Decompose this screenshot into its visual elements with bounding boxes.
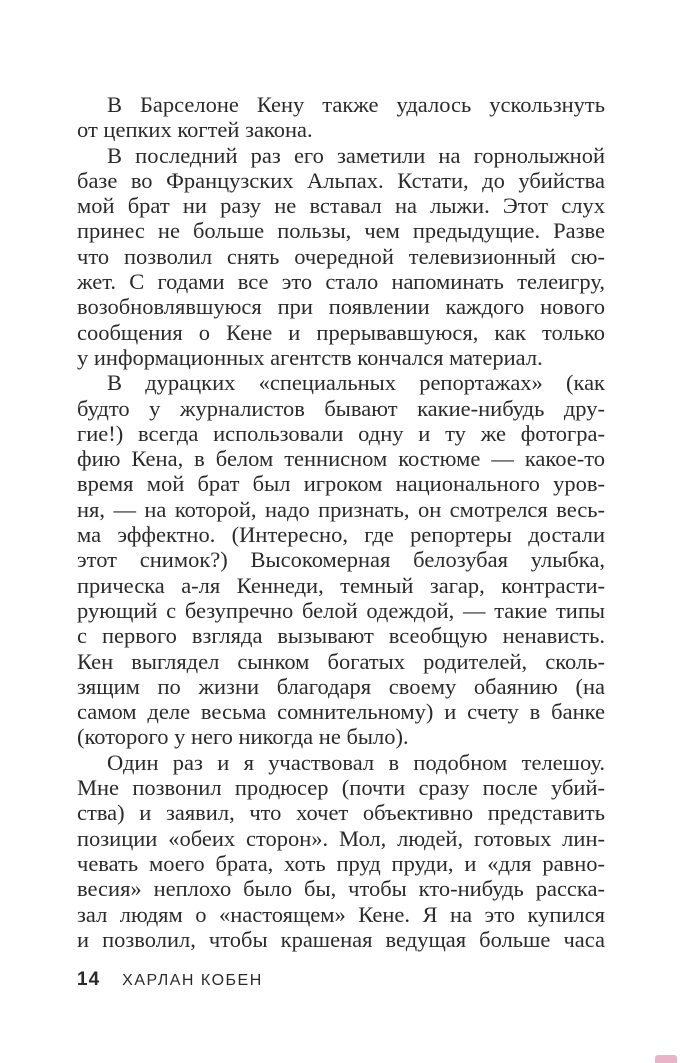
text-line: зящим по жизни благодаря своему обаянию (на — [77, 673, 605, 699]
text-line: принес не больше пользы, чем предыдущие. Разве — [77, 218, 605, 244]
running-footer-author: ХАРЛАН КОБЕН — [122, 972, 263, 989]
text-line: Кен выглядел сынком богатых родителей, сколь- — [77, 648, 605, 674]
text-line: возобновлявшуюся при появлении каждого нового — [77, 294, 605, 320]
page-number: 14 — [77, 969, 101, 990]
text-line: мой брат ни разу не вставал на лыжи. Этот слух — [77, 193, 605, 219]
text-line: ма эффектно. (Интересно, где репортеры достали — [77, 522, 605, 548]
text-line: весия» неплохо было бы, чтобы кто-нибудь расска- — [77, 876, 605, 902]
text-line: ня, — на которой, надо признать, он смотрелся весь- — [77, 496, 605, 522]
text-line: позиции «обеих сторон». Мол, людей, готовых лин- — [77, 825, 605, 851]
text-line: ства) и заявил, что хочет объективно представить — [77, 800, 605, 826]
text-line: время мой брат был игроком национального уров- — [77, 471, 605, 497]
text-line: самом деле весьма сомнительному) и счету в банке — [77, 699, 605, 725]
page-footer — [77, 969, 263, 991]
text-line: базе во Французских Альпах. Кстати, до убийства — [77, 167, 605, 193]
text-line: В последний раз его заметили на горнолыжной — [107, 142, 605, 168]
text-line: сообщения о Кене и прерывавшуюся, как только — [77, 319, 605, 345]
text-line: гие!) всегда использовали одну и ту же фотогра- — [77, 420, 605, 446]
text-line: будто у журналистов бывают какие-нибудь дру- — [77, 395, 605, 421]
text-line: и позволил, чтобы крашеная ведущая больше часа — [77, 926, 605, 952]
page-body-text — [77, 92, 605, 952]
text-line: Один раз и я участвовал в подобном телешоу. — [107, 749, 605, 775]
text-line: от цепких когтей закона. — [77, 117, 313, 143]
scan-edge-mark — [655, 1055, 677, 1063]
text-line: В дурацких «специальных репортажах» (как — [107, 370, 605, 396]
text-line: В Барселоне Кену также удалось ускользнуть — [107, 92, 605, 117]
text-line: что позволил снять очередной телевизионный сю- — [77, 243, 605, 269]
text-line: с первого взгляда вызывают всеобщую ненависть. — [77, 623, 605, 649]
text-line: прическа а-ля Кеннеди, темный загар, контрасти- — [77, 572, 605, 598]
text-line: жет. С годами все это стало напоминать телеигру, — [77, 269, 605, 295]
text-line: этот снимок?) Высокомерная белозубая улыбка, — [77, 547, 605, 573]
text-line: Мне позвонил продюсер (почти сразу после убий- — [77, 775, 605, 801]
text-line: фию Кена, в белом теннисном костюме — какое-то — [77, 446, 605, 472]
text-line: (которого у него никогда не было). — [77, 724, 409, 750]
text-line: зал людям о «настоящем» Кене. Я на это купился — [77, 901, 605, 927]
text-line: у информационных агентств кончался материал. — [77, 344, 543, 370]
text-line: чевать моего брата, хоть пруд пруди, и «для равно- — [77, 850, 605, 876]
text-line: рующий с безупречно белой одеждой, — такие типы — [77, 597, 605, 623]
